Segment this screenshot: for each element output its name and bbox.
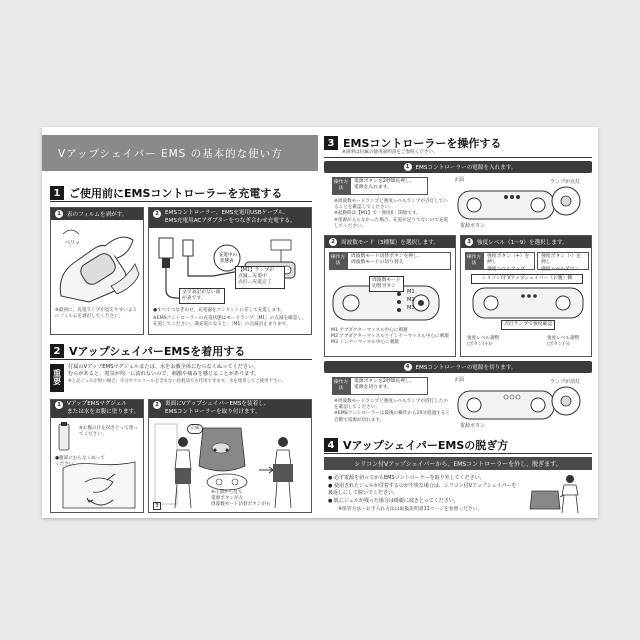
divider	[324, 157, 592, 158]
step-number: 2	[153, 210, 161, 218]
peel-film-illustration	[55, 224, 141, 306]
section4-number: 4	[324, 438, 338, 452]
btn-up-label	[467, 336, 517, 348]
m1-line3: 点灯…充電完了	[238, 280, 272, 286]
s2-step1-bar	[51, 400, 143, 418]
s3-step4-box	[324, 361, 592, 431]
callout-line2: 切替ボタン	[372, 284, 396, 290]
step-label: 表のフィルムを剥がす。	[67, 212, 128, 218]
svg-text:ペリッ: ペリッ	[65, 240, 80, 246]
op-text	[347, 252, 451, 270]
important-badge	[50, 364, 64, 392]
op-text-down	[537, 252, 589, 270]
step-number: 1	[55, 210, 63, 218]
freq-button-callout	[369, 276, 404, 292]
lamp-check-callout: 点灯ランプで強度確認	[501, 320, 555, 330]
step-number: 2	[329, 238, 337, 246]
s2-step2-box	[148, 399, 312, 513]
note-line1: ※正面から見て	[211, 490, 243, 495]
op-line2: 電源を入れます。	[354, 185, 392, 191]
lamp-on-label: ランプが点灯	[550, 179, 581, 185]
bullet-1: ● 必ず電源を切ってからEMSコントローラーを取り外してください。	[328, 475, 485, 481]
op-up-line2: 強度レベルアップ	[487, 266, 526, 272]
step-label: EMSコントローラーの電源を切ります。	[415, 365, 517, 371]
mode-tag-2: M2	[407, 297, 415, 303]
section3-title: EMSコントローラーを操作する	[343, 137, 502, 150]
step-number: 1	[404, 163, 412, 171]
s3-step2-bar	[325, 236, 455, 248]
btn-down-label	[547, 336, 591, 348]
charging-illustration	[153, 232, 309, 302]
note2: ※EMSコントローラーは最後の操作から10分経過すると自動で電源が切れます。	[334, 411, 450, 423]
divider	[324, 453, 592, 454]
note1: ※周波数モードランプと強度レベルランプが消灯したのを確認してください。	[334, 399, 448, 411]
section3-number: 3	[324, 136, 338, 150]
s2-step2-note	[211, 490, 311, 509]
front-label: 正面	[454, 377, 465, 383]
op-tag: 操作方法	[329, 252, 347, 270]
op-down-line1: 強度ボタン（-）を押し	[541, 254, 582, 266]
mode-3: M3 インナーマッスル中心に刺激	[331, 340, 399, 346]
text-side-callout	[179, 288, 225, 304]
step-label-line1: 裏面にVアップシェイパーEMSを装着し、	[165, 401, 270, 407]
btn-down-line1: 強度レベル調整	[547, 336, 580, 341]
section1-heading	[50, 185, 282, 201]
take-off-illustration	[522, 473, 588, 513]
s3-step1-notes	[334, 199, 450, 230]
divider	[50, 359, 312, 360]
op-down-line2: 強度レベルダウン	[541, 266, 580, 272]
important-line2: むらがあると、電気が均一に流れないので、刺激や痛みを感じることがあります。	[68, 371, 260, 378]
section2-title: VアップシェイパーEMSを着用する	[69, 345, 246, 358]
section3-subtitle: ※説明は付属の使用説明書をご参照ください。	[342, 150, 438, 155]
s2-step1-note1: ※お腹の汗を拭きとって塗ってください。	[79, 426, 138, 438]
note1: ※周波数モードランプと強度レベルランプが点灯していることを確認してください。	[334, 199, 448, 211]
m1-line2: 点滅…充電中	[238, 274, 267, 280]
manual-page	[42, 127, 598, 518]
note-line3: 周波数モード切替ボタンが右	[211, 502, 271, 508]
section2-number: 2	[50, 344, 64, 358]
step-label-line1: VアップEMSマグジェル	[67, 401, 127, 407]
important-text	[68, 364, 312, 385]
mode-tag-1: M1	[407, 289, 415, 295]
btn-down-line2: (ボタン(-))	[547, 342, 570, 348]
section4-bullets	[328, 475, 518, 505]
op-line1: 電源ボタンを2秒間長押し。	[354, 179, 415, 184]
section4-heading	[324, 437, 508, 453]
s3-step2-box	[324, 235, 456, 357]
note-line2: 電源ボタンが左	[211, 496, 244, 502]
power-button-label: 電源ボタン	[460, 223, 486, 229]
s1-step1-note: ※最初に、充電ランプが見えやすいようにフィルムを剥がしてください。	[55, 308, 137, 320]
mode-2: M2 アブダクターマッスルとインナーマッスル中心に刺激	[331, 334, 449, 340]
divider	[50, 201, 312, 202]
op-text	[350, 377, 428, 395]
op-line1: 周波数モード切替ボタンを押し、	[351, 254, 423, 259]
complete-bubble: 完成	[187, 424, 203, 434]
notice-line1: 文字表記がない面	[182, 290, 221, 295]
s1-step2-note2: ※EMSコントローラーの充電状態はモードランプ［M1］の点滅を確認し、充電してください。満充電になると、［M1］の点滅が止まります。	[153, 316, 307, 328]
s2-step1-note2: ●腹部にむらなくぬってください。	[55, 456, 105, 468]
note3: ※電源が入らなかった場合、充電が足りてないので充電してください。	[334, 217, 449, 229]
op-up-line1: 強度ボタン（+）を押し	[487, 254, 530, 266]
section1-number: 1	[50, 186, 64, 200]
s1-step1-box	[50, 207, 144, 335]
mode-1: M1 アブダクターマッスル中心に刺激	[331, 328, 408, 333]
s3-step1-box	[324, 161, 592, 231]
device-label: シリコン付 Vアップシェイパー（お腹）側	[471, 274, 583, 284]
section1-title: ご使用前にEMSコントローラーを充電する	[69, 187, 283, 200]
op-text-up	[483, 252, 535, 270]
mode-list	[331, 328, 453, 347]
s3-step3-bar	[461, 236, 591, 248]
op-line2: 周波数モードの切り替え	[351, 260, 404, 266]
s1-step2-bar	[149, 208, 311, 228]
section4-title: VアップシェイパーEMSの脱ぎ方	[343, 439, 509, 452]
step-number: 3	[465, 238, 473, 246]
left-column	[50, 135, 312, 513]
page-corner-number: 3	[153, 502, 161, 510]
power-button-label: 電源ボタン	[460, 423, 486, 429]
svg-text:充電中の: 充電中の	[219, 253, 237, 258]
s3-step4-bar	[324, 361, 592, 373]
step-label-line2: または水をお腹に塗ります。	[67, 408, 140, 415]
right-column	[324, 133, 592, 513]
btn-up-line2: (ボタン(+))	[467, 342, 492, 348]
mode-tag-3: M3	[407, 305, 415, 311]
section3-heading	[324, 135, 501, 151]
svg-text:状態表: 状態表	[220, 259, 234, 264]
step-label: 周波数モード（3種類）を選択します。	[341, 240, 439, 246]
op-line1: 電源ボタンを2秒間長押し。	[354, 379, 415, 384]
section4-footnote: ※保管方法・お手入れ方法は取扱説明書11ページを参照ください。	[338, 507, 483, 512]
bullet-2: ● 使用されたジェルが付着するのが不快な場合は、シリコン付Vアップシェイパーを裏返しにして脱いでください。	[328, 482, 517, 496]
op-text	[350, 177, 428, 195]
s3-step3-box	[460, 235, 592, 357]
s3-step4-notes	[334, 399, 450, 424]
s1-step1-bar	[51, 208, 143, 220]
section2-heading	[50, 343, 245, 359]
op-tag: 操作方法	[465, 252, 483, 270]
step-number: 4	[404, 363, 412, 371]
s2-step2-bar	[149, 400, 311, 418]
s1-step2-note1: ●すべてつなぎわせ、充電器をコンセントに差して充電します。	[153, 308, 286, 313]
s3-step1-bar	[324, 161, 592, 173]
s1-step2-box	[148, 207, 312, 335]
callout-line1: 周波数モード	[372, 278, 401, 283]
title-banner: Vアップシェイパー EMS の基本的な使い方	[42, 135, 318, 171]
important-line1: 付属のVアップEMSマグジェルまたは、水をお腹全体にむらなくぬってください。	[68, 364, 259, 370]
op-line2: 電源を切ります。	[354, 385, 392, 391]
important-line3: ※上記ジェルが無い場合、水分やアルコールを含まない化粧品でも代用できます。水を使用してご使用下さい。	[68, 378, 287, 384]
step-label: 強度レベル（1～9）を選択します。	[477, 240, 568, 246]
step-label: EMSコントローラーの電源を入れます。	[415, 165, 517, 171]
step-number: 1	[55, 401, 63, 409]
lamp-off-label: ランプが消灯	[550, 379, 581, 385]
step-label-line1: EMSコントローラー、EMS充電用USBケーブル、	[165, 210, 289, 216]
mode-tags	[407, 288, 415, 312]
m1-lamp-callout	[235, 266, 285, 289]
bullet-3: ● 肌にジェルが残った場合は綺麗に拭きとってください。	[328, 497, 459, 504]
m1-line1: 【M1】ランプが	[238, 268, 274, 273]
notice-line2: が表です。	[182, 296, 206, 302]
front-label: 正面	[454, 177, 465, 183]
section4-bar: シリコン付Vアップシェイパーから、EMSコントローラーを外し、脱ぎます。	[324, 457, 592, 470]
note2: ※起動時は【M1】で「強度0」開始です。	[334, 211, 421, 217]
important-char1: 重	[53, 368, 61, 378]
btn-up-line1: 強度レベル調整	[467, 336, 500, 341]
important-char2: 要	[53, 377, 61, 386]
op-tag: 操作方法	[332, 177, 350, 195]
step-number: 2	[153, 401, 161, 409]
op-tag: 操作方法	[332, 377, 350, 395]
s2-step1-box	[50, 399, 144, 513]
step-label-line2: EMSコントローラーを取り付けます。	[165, 408, 261, 415]
step-label-line2: EMS充電用ACアダプターをつなぎ合わせ充電する。	[165, 217, 296, 224]
